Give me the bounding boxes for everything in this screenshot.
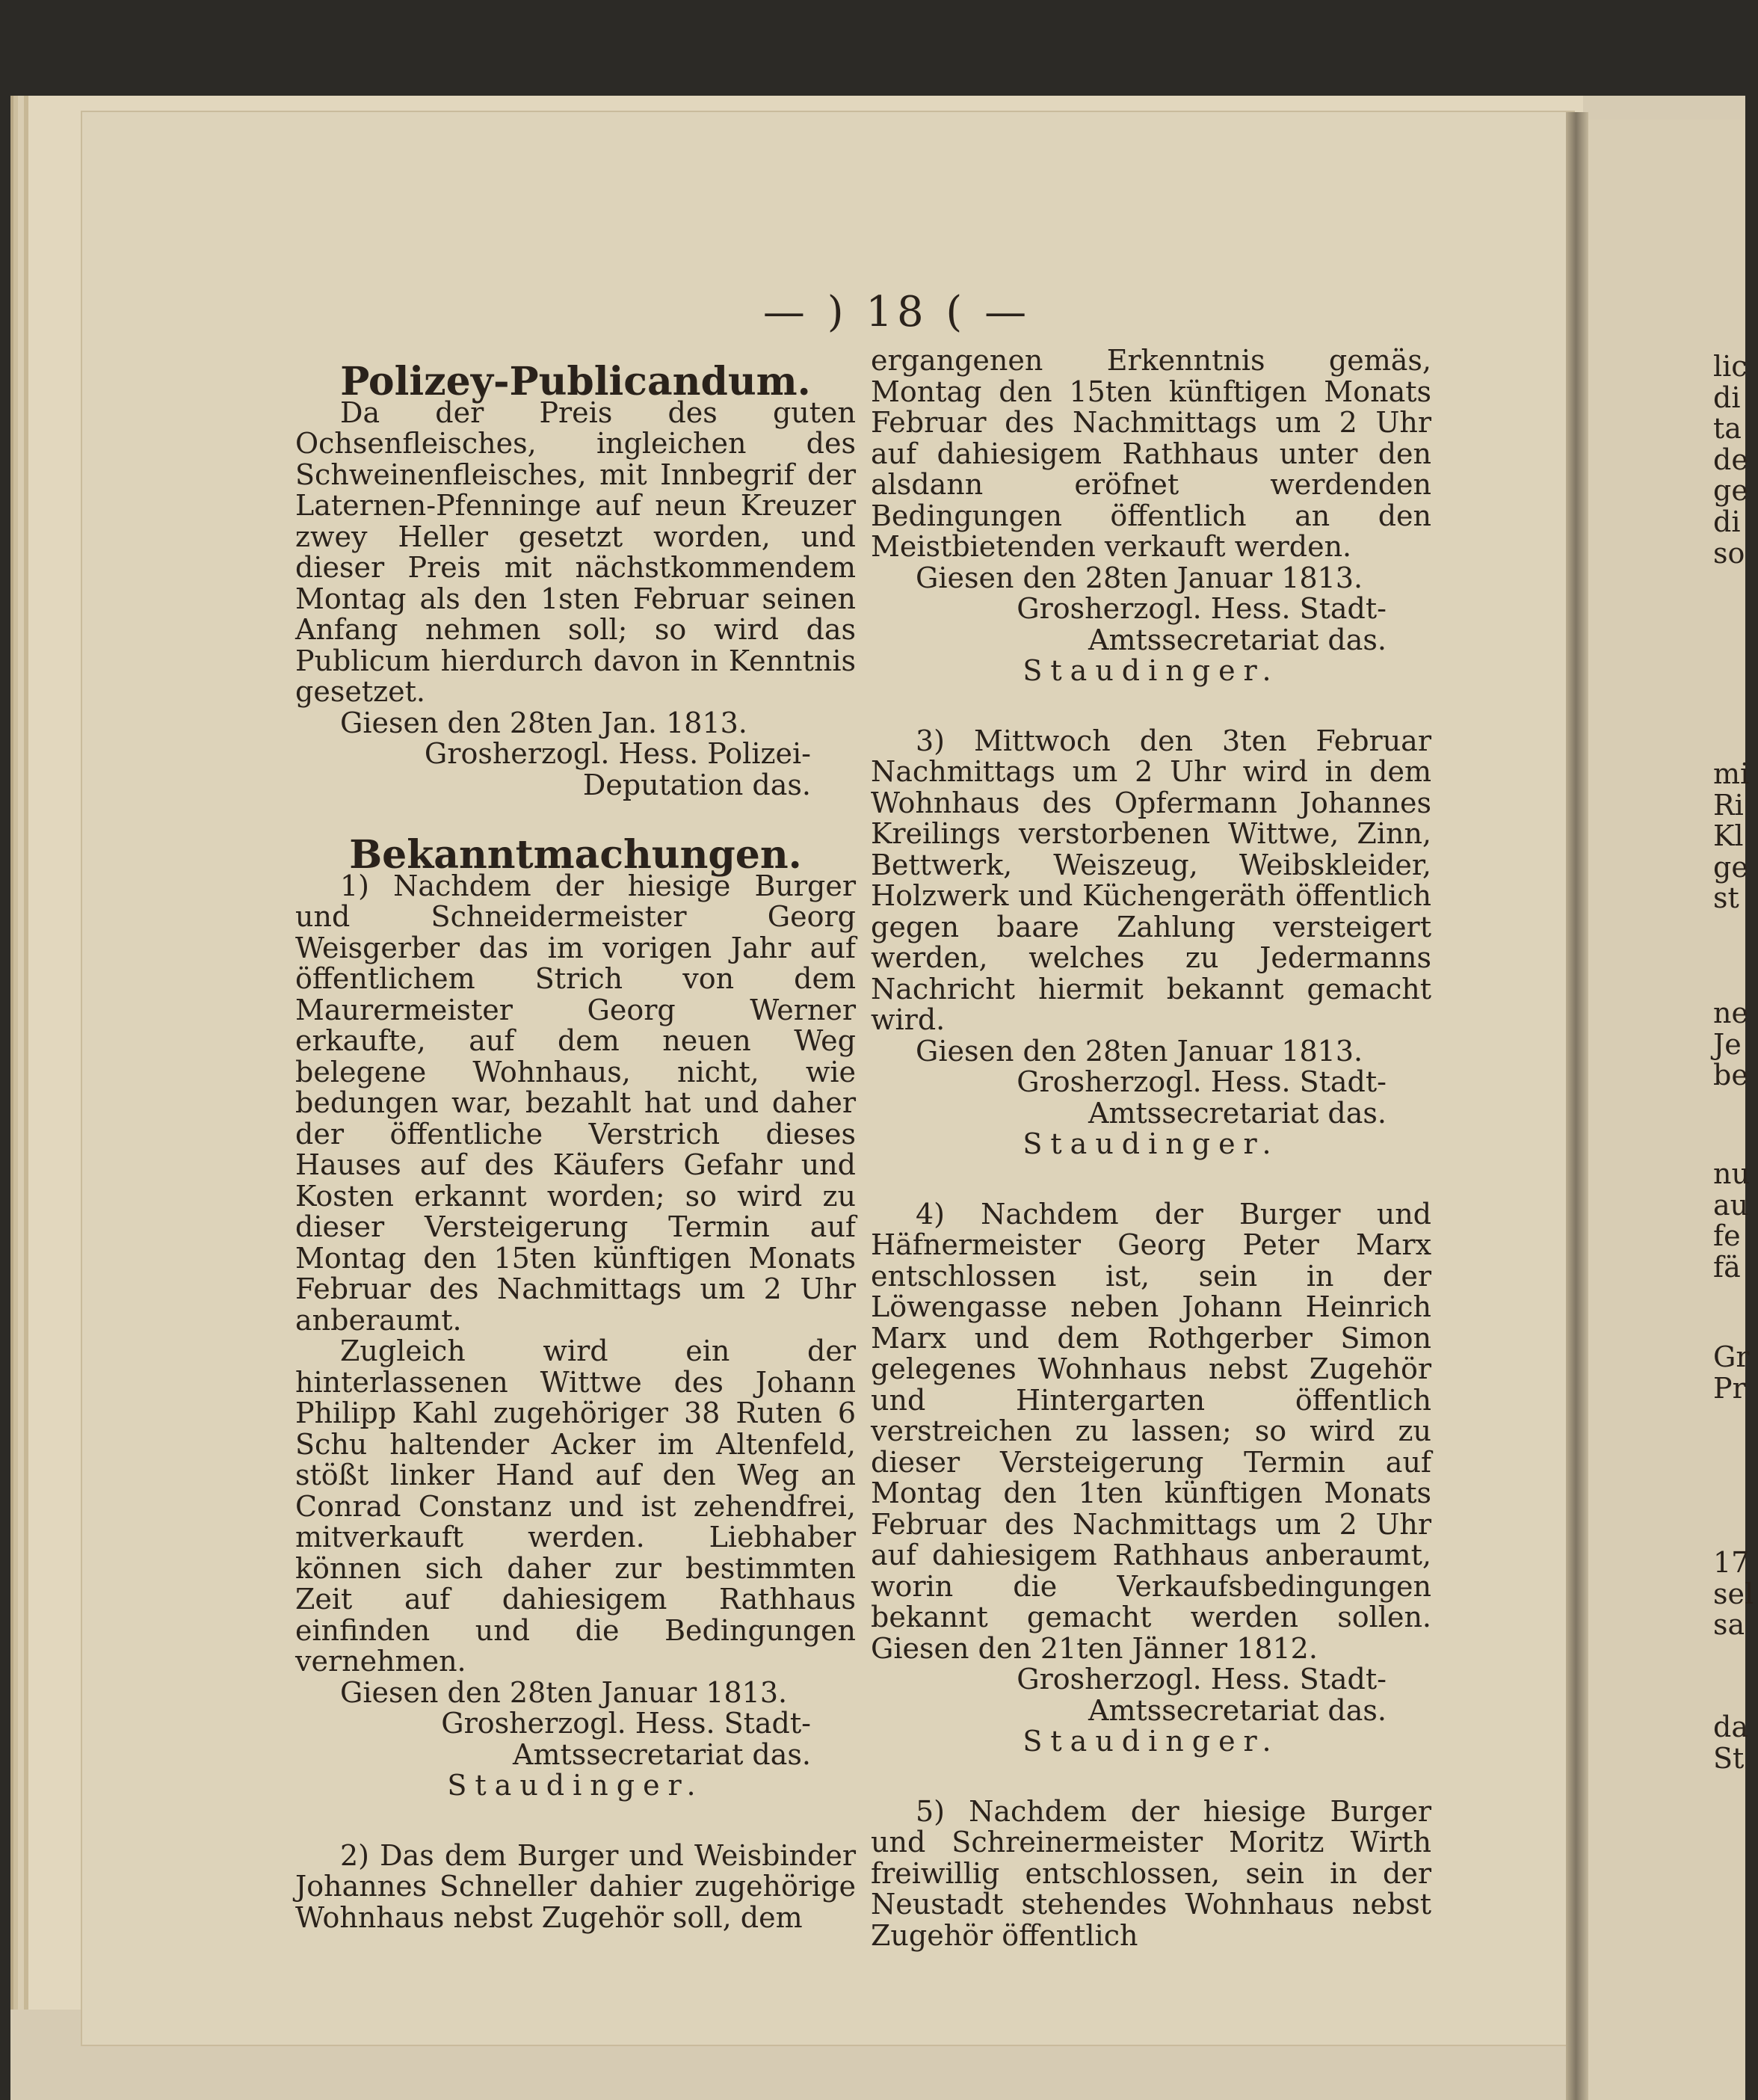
next-page-text-fragment: nu: [1713, 1157, 1750, 1190]
next-page-text-fragment: de: [1713, 443, 1748, 476]
next-page-text-fragment: ge: [1713, 474, 1748, 507]
notice-signature: Grosherzogl. Hess. Polizei-Deputation das.: [424, 737, 811, 801]
block-gap: [295, 1802, 856, 1841]
block-gap: [871, 687, 1431, 726]
next-page-text-fragment: ge: [1713, 851, 1748, 884]
block-gap: [871, 1160, 1431, 1199]
notice-date: Giesen den 28ten Januar 1813.: [916, 561, 1363, 594]
text-column-left: [295, 359, 856, 1934]
notice-signature: Grosherzogl. Hess. Stadt-Amtssecretariat das.: [1017, 1663, 1387, 1727]
notice-date: Giesen den 28ten Januar 1813.: [916, 1034, 1363, 1068]
next-page-text-fragment: mi: [1713, 757, 1750, 790]
notice-signature: Grosherzogl. Hess. Stadt-Amtssecretariat das.: [441, 1707, 811, 1771]
signatory-name: Staudinger.: [1023, 1725, 1280, 1758]
next-page-text-fragment: st: [1713, 881, 1739, 914]
notice-paragraph: 2) Das dem Burger und Weisbinder Johannes Schneller dahier zugehörige Wohnhaus nebst Zugehör soll, dem: [295, 1838, 856, 1934]
signatory-name: Staudinger.: [447, 1769, 704, 1802]
next-page-text-fragment: da: [1713, 1711, 1748, 1743]
next-page-text-fragment: sa: [1713, 1608, 1745, 1641]
section-heading: Bekanntmachungen.: [349, 832, 802, 878]
notice-paragraph: 4) Nachdem der Burger und Häfnermeister Georg Peter Marx entschlossen ist, sein in der Löwengasse neben Johann Heinrich Marx und dem Rothgerber Simon gelegenes Wohnhaus nebst Zugehör und Hintergarten öffentlich verstreichen zu lassen; so wird zu dieser Versteigerung Termin auf Montag den 1ten künftigen Monats Februar des Nachmittags um 2 Uhr auf dahiesigem Rathhaus anberaumt, worin die Verkaufsbedingungen bekannt gemacht werden sollen. Giesen den 21ten Jänner 1812.: [871, 1197, 1431, 1665]
notice-paragraph: 5) Nachdem der hiesige Burger und Schreinermeister Moritz Wirth freiwillig entschlossen, sein in der Neustadt stehendes Wohnhaus nebst Zugehör öffentlich: [871, 1794, 1431, 1952]
next-page-text-fragment: Ri: [1713, 789, 1744, 822]
notice-paragraph: Zugleich wird ein der hinterlassenen Wittwe des Johann Philipp Kahl zugehöriger 38 Ruten 6 Schu haltender Acker im Altenfeld, stößt linker Hand auf den Weg an Conrad Constanz und ist zehendfrei, mitverkauft werden. Liebhaber können sich daher zur bestimmten Zeit auf dahiesigem Rathhaus einfinden und die Bedingungen vernehmen.: [295, 1334, 856, 1678]
next-page-text-fragment: ta: [1713, 412, 1742, 445]
next-page-text-fragment: fä: [1713, 1251, 1741, 1284]
notice-date: Giesen den 28ten Jan. 1813.: [340, 706, 747, 739]
signatory-name: Staudinger.: [1023, 1127, 1280, 1160]
page-header: — ) 18 ( —: [762, 288, 1031, 336]
next-page-text-fragment: di: [1713, 505, 1741, 538]
notice-paragraph: ergangenen Erkenntnis gemäs, Montag den 15ten künftigen Monats Februar des Nachmittags um 2 Uhr auf dahiesigem Rathhaus unter den alsdann eröfnet werdenden Bedingungen öffentlich an den Meistbietenden verkauft werden.: [871, 344, 1431, 563]
next-page-text-fragment: au: [1713, 1189, 1749, 1222]
next-page-text-fragment: 17: [1713, 1546, 1750, 1579]
next-page-text-fragment: Pr: [1713, 1372, 1746, 1405]
next-page-text-fragment: Kl: [1713, 819, 1744, 852]
notice-paragraph: 1) Nachdem der hiesige Burger und Schneidermeister Georg Weisgerber das im vorigen Jahr auf öffentlichem Strich von dem Maurermeister Georg Werner erkaufte, auf dem neuen Weg belegene Wohnhaus, nicht, wie bedungen war, bezahlt hat und daher der öffentliche Verstrich dieses Hauses auf des Käufers Gefahr und Kosten erkannt worden; so wird zu dieser Versteigerung Termin auf Montag den 15ten künftigen Monats Februar des Nachmittags um 2 Uhr anberaumt.: [295, 869, 856, 1337]
next-page-text-fragment: ne: [1713, 997, 1748, 1029]
text-column-right: [871, 345, 1431, 1951]
notice-paragraph: 3) Mittwoch den 3ten Februar Nachmittags um 2 Uhr wird in dem Wohnhaus des Opfermann Johannes Kreilings verstorbenen Wittwe, Zinn, Bettwerk, Weiszeug, Weibskleider, Holzwerk und Küchengeräth öffentlich gegen baare Zahlung versteigert werden, welches zu Jedermanns Nachricht hiermit bekannt gemacht wird.: [871, 724, 1431, 1036]
next-page-text-fragment: Gr: [1713, 1340, 1750, 1373]
book-gutter: [1566, 112, 1588, 2100]
next-page-text-fragment: sel: [1713, 1577, 1754, 1610]
next-page-text-fragment: di: [1713, 381, 1741, 414]
next-page-text-fragment: so: [1713, 537, 1745, 570]
notice-signature: Grosherzogl. Hess. Stadt-Amtssecretariat das.: [1017, 592, 1387, 656]
signatory-name: Staudinger.: [1023, 654, 1280, 687]
section-heading: Polizey-Publicandum.: [340, 359, 811, 404]
notice-paragraph: Da der Preis des guten Ochsenfleisches, ingleichen des Schweinenfleisches, mit Innbegrif der Laternen-Pfenninge auf neun Kreuzer zwey Heller gesetzt worden, und dieser Preis mit nächstkommendem Montag als den 1sten Februar seinen Anfang nehmen soll; so wird das Publicum hierdurch davon in Kenntnis gesetzet.: [295, 395, 856, 708]
notice-signature: Grosherzogl. Hess. Stadt-Amtssecretariat das.: [1017, 1065, 1387, 1130]
next-page-text-fragment: St: [1713, 1742, 1745, 1775]
block-gap: [871, 1758, 1431, 1796]
next-page-text-fragment: Je: [1713, 1028, 1742, 1061]
next-page-text-fragment: lic: [1713, 350, 1748, 383]
notice-date: Giesen den 28ten Januar 1813.: [340, 1675, 788, 1709]
next-page-text-fragment: be: [1713, 1059, 1748, 1091]
next-page-text-fragment: fe: [1713, 1219, 1741, 1252]
